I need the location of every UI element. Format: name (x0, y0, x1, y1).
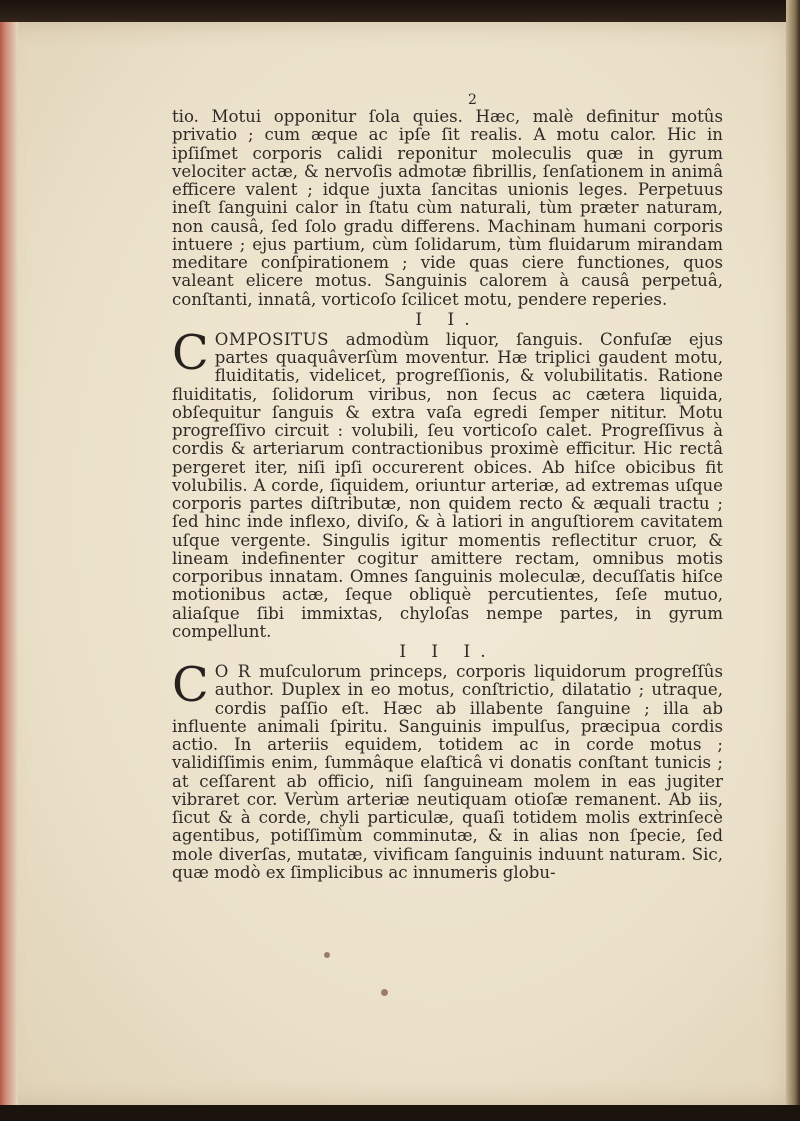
bottom-strip (0, 1105, 800, 1121)
lead-word: O R (214, 662, 251, 681)
section-number-3: I I I. (399, 642, 496, 662)
page-number: 2 (468, 92, 477, 108)
drop-cap: C (172, 324, 209, 381)
section-3 (172, 657, 723, 882)
section-number-2: I I. (415, 309, 480, 330)
text-block (172, 92, 723, 882)
page-edge-right (786, 0, 800, 1121)
section-2-text: admodùm liquor, ſanguis. Confuſæ ejus partes quaquâverſùm moventur. Hæ triplici gaudent motu, fluiditatis, videlicet, progreſſionis, & volubilitatis. Ratione fluiditatis, ſolidorum viribus, non ſecus ac cætera liquida, obſequitur ſanguis & extra vaſa egredi ſemper nititur. Motu progreſſivo circuit : volubili, ſeu vorticoſo calet. Progreſſivus à cordis & arteriarum contractionibus proximè efficitur. Hic rectâ pergeret iter, niſi ipſi occurerent obices. Ab hiſce obicibus fit volubilis. A corde, ſiquidem, oriuntur arteriæ, ad extremas uſque corporis partes diſtributæ, non quidem recto & æquali tractu ; ſed hinc inde inflexo, diviſo, & à latiori in anguſtiorem cavitatem uſque vergente. Singulis igitur momentis reflectitur cruor, & lineam indefinenter cogitur amittere rectam, omnibus motis corporibus innatam. Omnes ſanguinis moleculæ, decuſſatis hiſce motionibus actæ, ſeque obliquè percutientes, ſeſe mutuo, aliaſque ſibi immixtas, chyloſas nempe partes, in gyrum compellunt. (172, 329, 723, 641)
lead-word: OMPOSITUS (214, 329, 329, 349)
drop-cap: C (172, 657, 209, 713)
section-3-text: muſculorum princeps, corporis liquidorum progreſſûs author. Duplex in eo motus, conſtrictio, dilatatio ; utraque, cordis paſſio eſt. Hæc ab illabente ſanguine ; illa ab influente animali ſpiritu. Sanguinis impulſus, præcipua cordis actio. In arteriis equidem, totidem ac in corde motus ; validiſſimis enim, ſummâque elaſticâ vi donatis conſtant tunicis ; at ceſſarent ab officio, niſi ſanguineam molem in eas jugiter vibraret cor. Verùm arteriæ neutiquam otioſæ remanent. Ab iis, ſicut & à corde, chyli particulæ, quaſi totidem molis extrinſecè agentibus, potiſſimùm comminutæ, & in alias non ſpecie, ſed mole diverſas, mutatæ, vivificam ſanguinis induunt naturam. Sic, quæ modò ex ſimplicibus ac innumeris globu- (172, 662, 723, 882)
intro-text: tio. Motui opponitur ſola quies. Hæc, malè definitur motûs privatio ; cum æque ac ipſe ſit realis. A motu calor. Hic in ipſiſmet corporis calidi reponitur moleculis quæ in gyrum velociter actæ, & nervoſis admotæ fibrillis, ſenſationem in animâ efficere valent ; idque juxta ſancitas unionis leges. Perpetuus ineſt ſanguini calor in ſtatu cùm naturali, tùm præter naturam, non causâ, ſed ſolo gradu differens. Machinam humani corporis intuere ; ejus partium, cùm ſolidarum, tùm fluidarum mirandam meditare conſpirationem ; vide quas ciere functiones, quos valeant elicere motus. Sanguinis calorem à causâ perpetuâ, conſtanti, innatâ, vorticoſo ſcilicet motu, pendere reperies. (172, 107, 723, 309)
page-edge-left (0, 22, 18, 1107)
ink-spot (381, 989, 388, 996)
intro-paragraph (172, 108, 723, 309)
section-2 (172, 324, 723, 641)
ink-spot (324, 952, 330, 958)
